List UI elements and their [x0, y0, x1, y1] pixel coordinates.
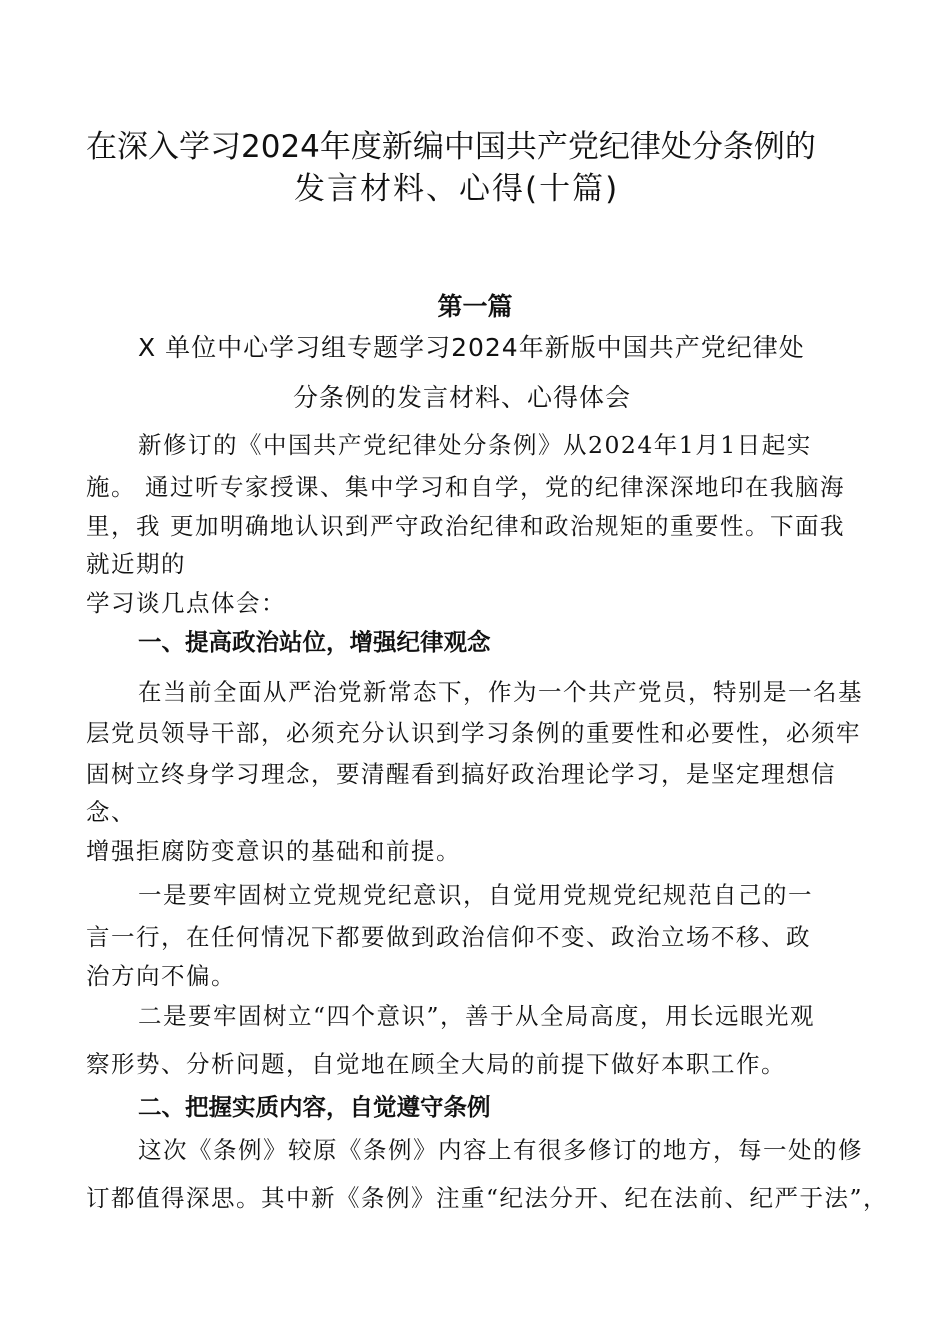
section-heading-2: 二、把握实质内容，自觉遵守条例 [138, 1093, 491, 1121]
paragraph-line: 这次《条例》较原《条例》内容上有很多修订的地方，每一处的修 [138, 1136, 863, 1164]
paragraph-line: 念、 [86, 798, 136, 826]
section-label: 第一篇 [437, 292, 513, 321]
doc-title-line-2: 发言材料、心得(十篇) [294, 171, 620, 207]
paragraph-line: 层党员领导干部，必须充分认识到学习条例的重要性和必要性，必须牢 [86, 719, 861, 747]
paragraph-line: 新修订的《中国共产党纪律处分条例》从2024年1月1日起实 [138, 431, 812, 459]
paragraph-line: 订都值得深思。其中新《条例》注重“纪法分开、纪在法前、纪严于法”， [86, 1184, 889, 1212]
paragraph-line: 固树立终身学习理念，要清醒看到搞好政治理论学习，是坚定理想信 [86, 760, 836, 788]
doc-title-line-1: 在深入学习2024年度新编中国共产党纪律处分条例的 [86, 129, 816, 165]
paragraph-line: 一是要牢固树立党规党纪意识，自觉用党规党纪规范自己的一 [138, 881, 813, 909]
paragraph-line: 学习谈几点体会： [86, 589, 286, 617]
paragraph-line: 就近期的 [86, 550, 186, 578]
paragraph-line: 言一行，在任何情况下都要做到政治信仰不变、政治立场不移、政 [86, 923, 811, 951]
paragraph-line: 增强拒腐防变意识的基础和前提。 [86, 837, 461, 865]
paragraph-line: 治方向不偏。 [86, 962, 236, 990]
paragraph-line: 察形势、分析问题，自觉地在顾全大局的前提下做好本职工作。 [86, 1050, 786, 1078]
section-heading-1: 一、提高政治站位，增强纪律观念 [138, 628, 491, 656]
subtitle-line-2: 分条例的发言材料、心得体会 [293, 383, 632, 412]
subtitle-line-1: X 单位中心学习组专题学习2024年新版中国共产党纪律处 [138, 333, 805, 362]
paragraph-line: 二是要牢固树立“四个意识”，善于从全局高度，用长远眼光观 [138, 1002, 816, 1030]
paragraph-line: 施。 通过听专家授课、集中学习和自学，党的纪律深深地印在我脑海 [86, 473, 845, 501]
paragraph-line: 在当前全面从严治党新常态下，作为一个共产党员，特别是一名基 [138, 678, 863, 706]
paragraph-line: 里，我 更加明确地认识到严守政治纪律和政治规矩的重要性。下面我 [86, 512, 845, 540]
